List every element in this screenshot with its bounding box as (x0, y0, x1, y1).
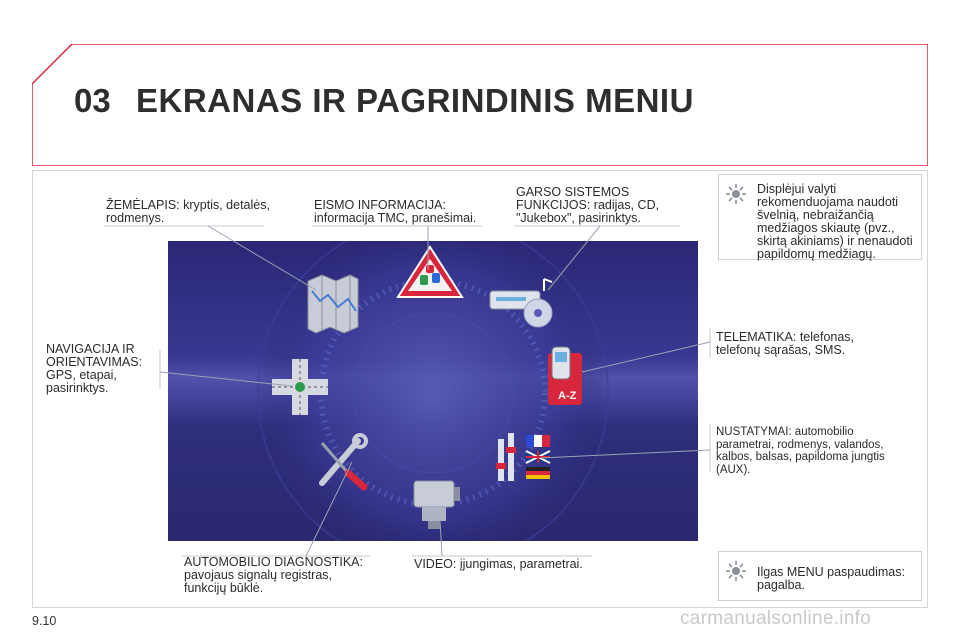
label-diagnostics-line: AUTOMOBILIO DIAGNOSTIKA: (184, 555, 363, 569)
info-box-display (718, 174, 922, 260)
watermark: carmanualsonline.info (680, 608, 872, 629)
info-text-display (757, 183, 913, 261)
page-number: 9.10 (32, 614, 57, 628)
info-line: švelnią, nebraižančią (757, 208, 874, 222)
label-settings-line: parametrai, rodmenys, valandos, (716, 438, 884, 451)
label-settings-line: kalbos, balsas, papildoma jungtis (716, 451, 885, 463)
page-title: EKRANAS IR PAGRINDINIS MENIU (136, 82, 694, 119)
label-telematics-line: telefonų sąrašas, SMS. (716, 343, 846, 357)
label-navigation-line: GPS, etapai, (46, 368, 117, 382)
info-line: rekomenduojama naudoti (757, 195, 899, 209)
info-line: papildomų medžiagų. (757, 247, 876, 261)
label-navigation-line: NAVIGACIJA IR (46, 342, 135, 356)
label-audio-line: FUNKCIJOS: radijas, CD, (516, 198, 660, 212)
info-line: skirtą akiniams) ir nenaudoti (757, 234, 913, 248)
label-navigation-line: ORIENTAVIMAS: (46, 355, 143, 369)
label-settings-line: NUSTATYMAI: automobilio (716, 426, 854, 438)
sun-icon (725, 183, 747, 205)
info-line: pagalba. (757, 578, 805, 592)
chapter-number: 03 (74, 82, 111, 119)
info-line: Displėjui valyti (757, 182, 837, 196)
label-traffic-line: informacija TMC, pranešimai. (314, 211, 477, 225)
label-diagnostics-line: pavojaus signalų registras, (184, 568, 332, 582)
label-diagnostics-line: funkcijų būklė. (184, 581, 264, 595)
info-box-menu (718, 551, 922, 601)
label-map-line: ŽEMĖLAPIS: kryptis, detalės, (106, 198, 270, 212)
svg-text:A-Z: A-Z (558, 390, 577, 402)
label-map-line: rodmenys. (106, 211, 165, 225)
info-line: Ilgas MENU paspaudimas: (757, 565, 905, 579)
label-audio-line: "Jukebox", pasirinktys. (516, 211, 641, 225)
label-telematics-line: TELEMATIKA: telefonas, (716, 330, 855, 344)
label-video-line: VIDEO: įjungimas, parametrai. (414, 557, 583, 571)
info-line: medžiagos skiautę (pvz., (757, 221, 895, 235)
label-settings-line: (AUX). (716, 463, 751, 476)
info-text-menu (757, 566, 905, 592)
label-navigation-line: pasirinktys. (46, 381, 109, 395)
label-audio-line: GARSO SISTEMOS (516, 185, 630, 199)
sun-icon (725, 560, 747, 582)
label-traffic-line: EISMO INFORMACIJA: (314, 198, 446, 212)
